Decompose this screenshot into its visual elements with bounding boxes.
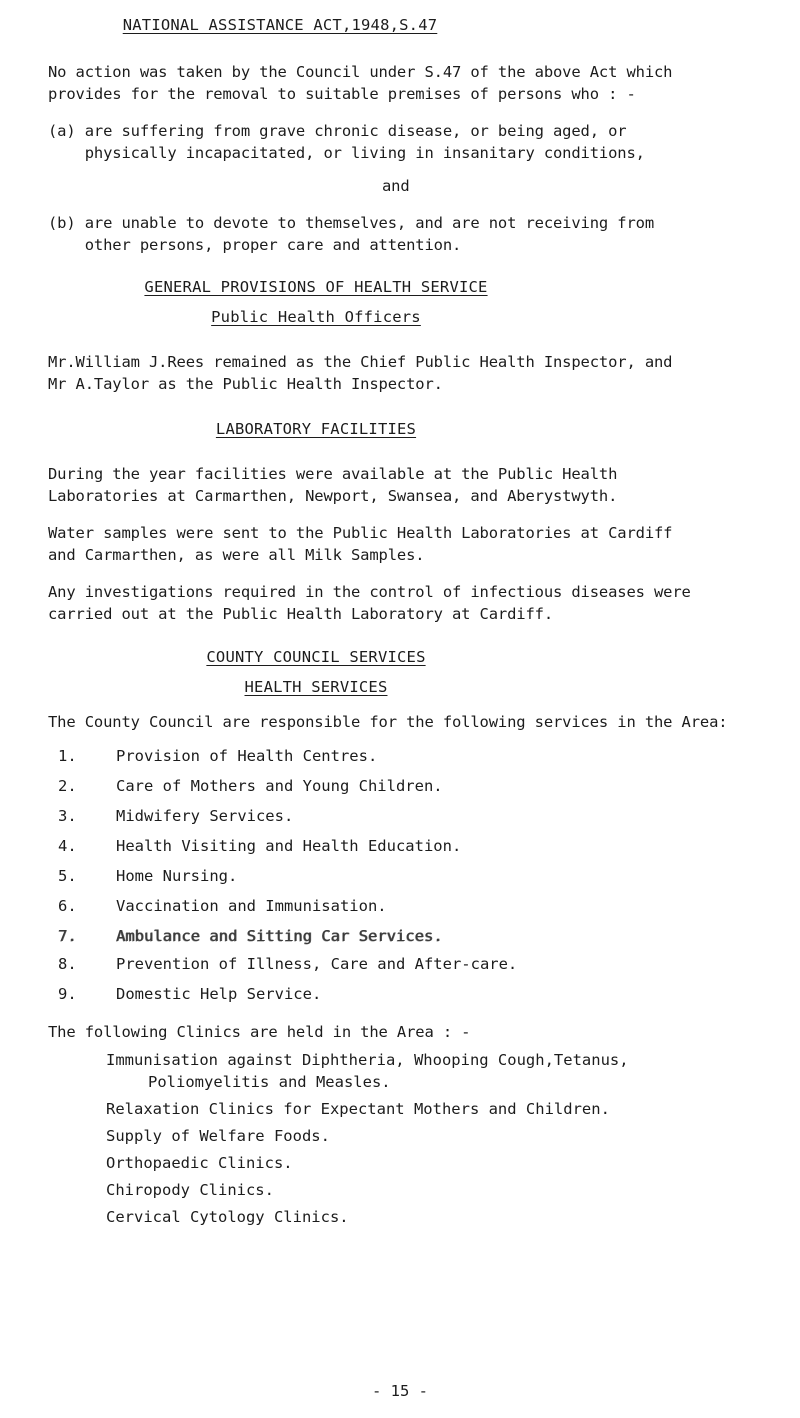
list-item-number: 7.	[58, 927, 77, 945]
services-intro: The County Council are responsible for the following services in the Area:	[48, 713, 728, 731]
list-item	[58, 805, 517, 835]
list-item-number: 1.	[58, 747, 77, 765]
section-heading-laboratory: LABORATORY FACILITIES	[215, 420, 417, 438]
condition-a-line-2: physically incapacitated, or living in insanitary conditions,	[48, 144, 645, 162]
list-item: Immunisation against Diphtheria, Whooping Cough,Tetanus,	[106, 1051, 629, 1069]
lab-para3-line-2: carried out at the Public Health Laboratory at Cardiff.	[48, 605, 553, 623]
list-item-number: 4.	[58, 837, 77, 855]
list-item	[58, 895, 517, 925]
condition-b-line-2: other persons, proper care and attention.	[48, 236, 462, 254]
page-number: - 15 -	[372, 1382, 428, 1400]
officers-line-2: Mr A.Taylor as the Public Health Inspector.	[48, 375, 443, 393]
list-item-number: 9.	[58, 985, 77, 1003]
section-heading-health: HEALTH SERVICES	[244, 678, 388, 696]
list-item: Cervical Cytology Clinics.	[106, 1208, 349, 1226]
lab-para1-line-2: Laboratories at Carmarthen, Newport, Swansea, and Aberystwyth.	[48, 487, 618, 505]
intro-line-1: No action was taken by the Council under S.47 of the above Act which	[48, 63, 673, 81]
condition-b-line-1: (b) are unable to devote to themselves, and are not receiving from	[48, 214, 654, 232]
clinics-list	[48, 1049, 629, 1233]
services-list	[58, 745, 517, 1013]
list-item-text: Health Visiting and Health Education.	[116, 837, 462, 855]
document-title: NATIONAL ASSISTANCE ACT,1948,S.47	[122, 16, 438, 34]
list-item	[58, 983, 517, 1013]
list-item	[58, 953, 517, 983]
list-item	[58, 835, 517, 865]
officers-line-1: Mr.William J.Rees remained as the Chief Public Health Inspector, and	[48, 353, 673, 371]
lab-para3-line-1: Any investigations required in the control of infectious diseases were	[48, 583, 691, 601]
list-item-number: 2.	[58, 777, 77, 795]
list-item-text: Domestic Help Service.	[116, 985, 322, 1003]
list-item: Relaxation Clinics for Expectant Mothers and Children.	[106, 1100, 610, 1118]
intro-line-2: provides for the removal to suitable premises of persons who : -	[48, 85, 636, 103]
section-heading-county: COUNTY COUNCIL SERVICES	[206, 648, 426, 666]
list-item-number: 3.	[58, 807, 77, 825]
list-item: Poliomyelitis and Measles.	[148, 1073, 391, 1091]
list-item	[58, 925, 517, 953]
list-item: Supply of Welfare Foods.	[106, 1127, 330, 1145]
list-item: Chiropody Clinics.	[106, 1181, 274, 1199]
list-item-number: 6.	[58, 897, 77, 915]
lab-para1-line-1: During the year facilities were available at the Public Health	[48, 465, 618, 483]
lab-para2-line-1: Water samples were sent to the Public Health Laboratories at Cardiff	[48, 524, 673, 542]
list-item-text: Ambulance and Sitting Car Services.	[116, 927, 443, 945]
condition-a-line-1: (a) are suffering from grave chronic disease, or being aged, or	[48, 122, 627, 140]
section-heading-general: GENERAL PROVISIONS OF HEALTH SERVICE	[144, 278, 488, 296]
list-item	[58, 745, 517, 775]
list-item: Orthopaedic Clinics.	[106, 1154, 293, 1172]
list-item-number: 8.	[58, 955, 77, 973]
section-heading-officers: Public Health Officers	[211, 308, 421, 326]
list-item	[58, 865, 517, 895]
list-item-text: Home Nursing.	[116, 867, 238, 885]
and-connector: and	[382, 177, 410, 195]
lab-para2-line-2: and Carmarthen, as were all Milk Samples.	[48, 546, 425, 564]
list-item-text: Care of Mothers and Young Children.	[116, 777, 443, 795]
list-item-text: Provision of Health Centres.	[116, 747, 378, 765]
list-item-text: Prevention of Illness, Care and After-care.	[116, 955, 518, 973]
list-item-text: Vaccination and Immunisation.	[116, 897, 387, 915]
list-item	[58, 775, 517, 805]
clinics-intro: The following Clinics are held in the Area : -	[48, 1023, 471, 1041]
list-item-text: Midwifery Services.	[116, 807, 294, 825]
list-item-number: 5.	[58, 867, 77, 885]
